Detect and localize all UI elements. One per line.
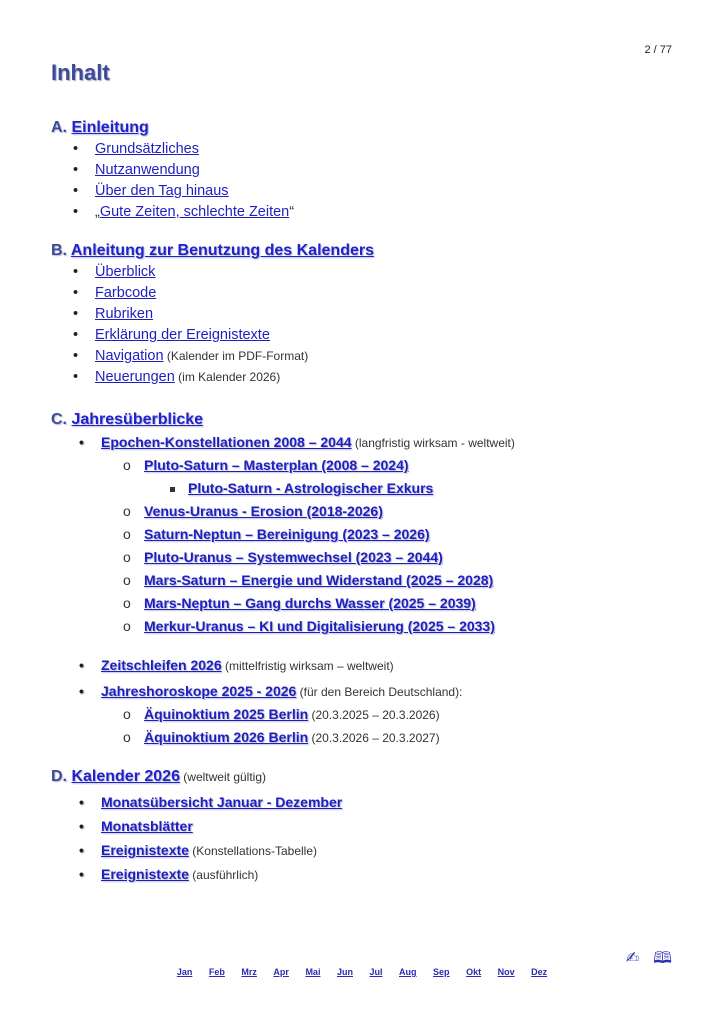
list-item [51, 160, 681, 181]
list-item [51, 262, 681, 283]
zeitschleifen-note: (mittelfristig wirksam – weltweit) [221, 659, 394, 673]
list-item [51, 367, 681, 388]
list-item [51, 814, 681, 838]
month-link-jun[interactable]: Jun [336, 967, 353, 977]
list-item [51, 862, 681, 886]
section-b-heading [51, 240, 681, 262]
month-navigation [0, 967, 724, 977]
link-mars-saturn[interactable]: Mars-Saturn – Energie und Widerstand (2025 – 2028) [144, 572, 494, 588]
link-navigation[interactable]: Navigation [95, 348, 164, 364]
month-link-jul[interactable]: Jul [369, 967, 383, 977]
link-pluto-saturn-exkurs[interactable]: Pluto-Saturn - Astrologischer Exkurs [188, 480, 434, 496]
link-monatsblaetter[interactable]: Monatsblätter [101, 818, 193, 834]
navigation-note: (Kalender im PDF-Format) [163, 349, 309, 363]
list-item [51, 500, 681, 523]
list-item [51, 654, 681, 677]
aequinoktium-2025-note: (20.3.2025 – 20.3.2026) [308, 708, 440, 722]
link-merkur-uranus[interactable]: Merkur-Uranus – KI und Digitalisierung (2025 – 2033) [144, 618, 495, 634]
list-item [51, 569, 681, 592]
section-b-letter: B. [51, 242, 67, 259]
link-rubriken[interactable]: Rubriken [95, 306, 154, 322]
link-ueberblick[interactable]: Überblick [95, 264, 156, 280]
link-neuerungen[interactable]: Neuerungen [95, 369, 175, 385]
link-zeitschleifen[interactable]: Zeitschleifen 2026 [101, 657, 222, 673]
list-item [51, 181, 681, 202]
ereignistexte-ausfuehrlich-note: (ausführlich) [188, 868, 259, 882]
list-item [51, 680, 681, 703]
link-nutzanwendung[interactable]: Nutzanwendung [95, 162, 200, 178]
section-a-letter: A. [51, 119, 67, 136]
month-link-mai[interactable]: Mai [305, 967, 321, 977]
list-item [51, 325, 681, 346]
list-item [51, 304, 681, 325]
section-a-heading [51, 117, 681, 139]
link-anleitung[interactable]: Anleitung zur Benutzung des Kalenders [70, 242, 374, 259]
month-link-jan[interactable]: Jan [176, 967, 193, 977]
list-item [51, 592, 681, 615]
list-item [51, 454, 681, 477]
epochen-note: (langfristig wirksam - weltweit) [351, 436, 515, 450]
list-item [51, 726, 681, 749]
link-gute-zeiten[interactable]: Gute Zeiten, schlechte Zeiten [99, 204, 290, 220]
month-link-feb[interactable]: Feb [208, 967, 225, 977]
kalender-note: (weltweit gültig) [179, 770, 266, 784]
link-kalender-2026[interactable]: Kalender 2026 [71, 768, 180, 785]
page-number: 2 / 77 [644, 44, 672, 56]
section-d [51, 766, 681, 886]
list-item [51, 615, 681, 638]
link-jahreshoroskope[interactable]: Jahreshoroskope 2025 - 2026 [101, 683, 297, 699]
aequinoktium-2026-note: (20.3.2026 – 20.3.2027) [308, 731, 440, 745]
list-item [51, 202, 681, 223]
section-d-heading [51, 766, 681, 788]
link-ueber-den-tag-hinaus[interactable]: Über den Tag hinaus [95, 183, 229, 199]
list-item [51, 346, 681, 367]
link-ereignistexte-tabelle[interactable]: Ereignistexte [101, 842, 189, 858]
page-title: Inhalt [51, 60, 110, 85]
month-link-dez[interactable]: Dez [531, 967, 548, 977]
link-pluto-saturn-masterplan[interactable]: Pluto-Saturn – Masterplan (2008 – 2024) [144, 457, 409, 473]
list-item [51, 703, 681, 726]
section-c-heading [51, 409, 681, 431]
section-a [51, 117, 681, 223]
link-mars-neptun[interactable]: Mars-Neptun – Gang durchs Wasser (2025 – 2039) [144, 595, 476, 611]
section-d-letter: D. [51, 768, 67, 785]
section-c-letter: C. [51, 411, 67, 428]
list-item [51, 431, 681, 454]
pen-icon[interactable]: ✍ [625, 950, 640, 967]
book-icon[interactable]: 🕮 [653, 950, 672, 967]
list-item [51, 546, 681, 569]
quote-close: “ [289, 204, 295, 220]
month-link-nov[interactable]: Nov [497, 967, 515, 977]
month-link-sep[interactable]: Sep [433, 967, 450, 977]
ereignistexte-tabelle-note: (Konstellations-Tabelle) [188, 844, 317, 858]
link-saturn-neptun[interactable]: Saturn-Neptun – Bereinigung (2023 – 2026) [144, 526, 430, 542]
month-link-apr[interactable]: Apr [273, 967, 289, 977]
link-venus-uranus[interactable]: Venus-Uranus - Erosion (2018-2026) [144, 503, 383, 519]
month-link-okt[interactable]: Okt [466, 967, 482, 977]
list-item [51, 790, 681, 814]
link-aequinoktium-2025[interactable]: Äquinoktium 2025 Berlin [144, 706, 309, 722]
link-ereignistexte-ausfuehrlich[interactable]: Ereignistexte [101, 866, 189, 882]
link-farbcode[interactable]: Farbcode [95, 285, 157, 301]
link-pluto-uranus[interactable]: Pluto-Uranus – Systemwechsel (2023 – 2044) [144, 549, 443, 565]
neuerungen-note: (im Kalender 2026) [174, 370, 281, 384]
link-grundsaetzliches[interactable]: Grundsätzliches [95, 141, 199, 157]
list-item [51, 838, 681, 862]
list-item [51, 283, 681, 304]
list-item [51, 139, 681, 160]
list-item [51, 477, 681, 500]
list-item [51, 523, 681, 546]
jahreshoroskope-note: (für den Bereich Deutschland): [296, 685, 463, 699]
section-b [51, 240, 681, 388]
link-monatsuebersicht[interactable]: Monatsübersicht Januar - Dezember [101, 794, 343, 810]
link-epochen-konstellationen[interactable]: Epochen-Konstellationen 2008 – 2044 [101, 434, 352, 450]
link-einleitung[interactable]: Einleitung [71, 119, 149, 136]
link-jahresueberblicke[interactable]: Jahresüberblicke [71, 411, 204, 428]
link-erklaerung-ereignistexte[interactable]: Erklärung der Ereignistexte [95, 327, 270, 343]
quote-open: „ [95, 204, 100, 220]
month-link-mrz[interactable]: Mrz [241, 967, 257, 977]
link-aequinoktium-2026[interactable]: Äquinoktium 2026 Berlin [144, 729, 309, 745]
month-link-aug[interactable]: Aug [399, 967, 417, 977]
section-c [51, 409, 681, 749]
